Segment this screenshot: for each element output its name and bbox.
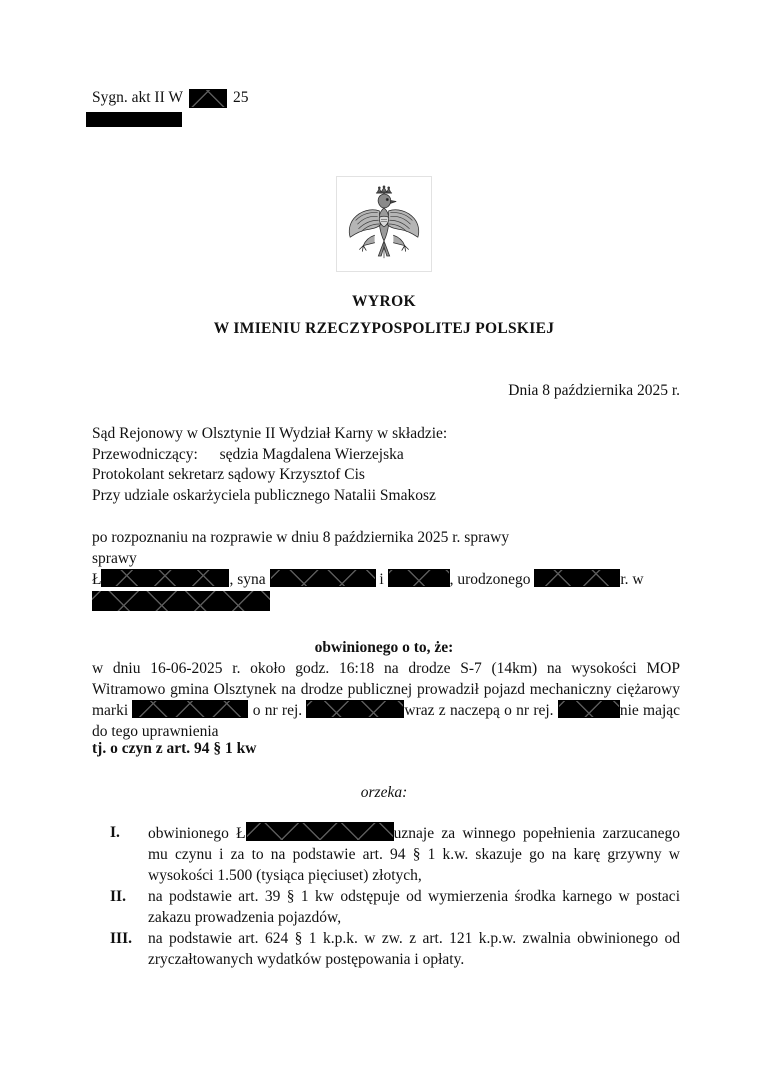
ruling-text xyxy=(148,928,680,970)
defendant-identity-line xyxy=(92,569,692,590)
ruling-numeral: I. xyxy=(110,824,120,841)
redaction-birth-place xyxy=(92,591,270,611)
presiding-judge-label: Przewodniczący: xyxy=(92,445,198,463)
presiding-judge-row xyxy=(92,445,692,466)
defendant-identity-block xyxy=(92,569,692,611)
redaction-vehicle-make xyxy=(132,700,248,718)
redaction-birth-date xyxy=(534,569,620,587)
judgment-date: Dnia 8 października 2025 r. xyxy=(508,382,680,399)
ruling-item xyxy=(92,822,680,886)
ruling-paragraph: na podstawie art. 39 § 1 kw odstępuje od wymierzenia środka karnego w postaci zakazu prowadzenia pojazdów, xyxy=(148,888,680,926)
charge-text-part-3: wraz z naczepą o nr rej. xyxy=(404,702,554,719)
redaction-header-second-line xyxy=(86,112,182,127)
ruling-item xyxy=(92,886,680,928)
polish-eagle-emblem-icon xyxy=(336,176,432,272)
court-composition-block xyxy=(92,424,692,506)
identity-and-label: i xyxy=(379,571,384,588)
ruling-paragraph xyxy=(148,822,680,886)
case-number-suffix: 25 xyxy=(232,89,249,106)
public-prosecutor: Przy udziale oskarżyciela publicznego Natalii Smakosz xyxy=(92,486,436,504)
ruling-numeral: II. xyxy=(110,888,126,905)
charge-text-part-4: nie mając do tego uprawnienia xyxy=(92,702,681,740)
ruling-item xyxy=(92,928,680,970)
charge-heading: obwinionego o to, że: xyxy=(314,639,454,656)
redaction-defendant-name xyxy=(101,569,229,587)
redaction-birth-place-row xyxy=(92,591,692,611)
redaction-trailer-plate xyxy=(558,700,620,718)
hearing-block xyxy=(92,528,692,569)
charge-legal-basis: tj. o czyn z art. 94 § 1 kw xyxy=(92,740,257,757)
court-clerk: Protokolant sekretarz sądowy Krzysztof Cis xyxy=(92,466,365,483)
charge-body xyxy=(92,658,680,742)
court-name: Sąd Rejonowy w Olsztynie II Wydział Karny w składzie: xyxy=(92,425,448,442)
redaction-father-name xyxy=(270,569,376,587)
ruling-text-after: uznaje za winnego popełnienia zarzucanego mu czynu i za to na podstawie art. 94 § 1 k.w. skazuje go na karę grzywny w wysokości 1.500 (tysiąca pięciuset) złotych, xyxy=(148,825,680,884)
case-number-prefix: Sygn. akt II W xyxy=(92,89,183,106)
charge-paragraph xyxy=(92,658,680,742)
identity-born-label: , urodzonego xyxy=(449,571,531,588)
hearing-line-2: sprawy xyxy=(92,549,137,567)
defendant-initial: Ł xyxy=(92,571,102,588)
document-title: WYROK xyxy=(352,293,416,310)
redaction-convicted-name xyxy=(246,822,394,841)
hearing-line-1: po rozpoznaniu na rozprawie w dniu 8 października 2025 r. sprawy xyxy=(92,529,510,546)
case-signature-row xyxy=(92,88,248,108)
rulings-list xyxy=(92,822,680,970)
presiding-judge-name: sędzia Magdalena Wierzejska xyxy=(219,445,404,463)
redaction-vehicle-plate xyxy=(306,700,404,718)
ruling-text-before: obwinionego Ł xyxy=(148,825,246,842)
orzeka-label: orzeka: xyxy=(360,784,408,801)
ruling-text xyxy=(148,886,680,928)
identity-born-suffix: r. w xyxy=(620,571,644,588)
identity-son-of-label: , syna xyxy=(229,571,266,588)
charge-text-part-1: w dniu 16-06-2025 r. około godz. 16:18 na drodze S-7 (14km) na wysokości MOP Witramowo gmina Olsztynek na drodze publicznej prowadził pojazd mechaniczny ciężarowy marki xyxy=(92,660,680,719)
redaction-case-number xyxy=(189,89,227,108)
redaction-mother-name xyxy=(388,569,450,587)
ruling-text xyxy=(148,822,680,886)
charge-text-part-2: o nr rej. xyxy=(252,702,303,719)
document-subtitle: W IMIENIU RZECZYPOSPOLITEJ POLSKIEJ xyxy=(213,320,555,337)
ruling-numeral: III. xyxy=(110,930,132,947)
ruling-paragraph: na podstawie art. 624 § 1 k.p.k. w zw. z art. 121 k.p.w. zwalnia obwinionego od zryczałtowanych wydatków postępowania i opłaty. xyxy=(148,930,680,968)
